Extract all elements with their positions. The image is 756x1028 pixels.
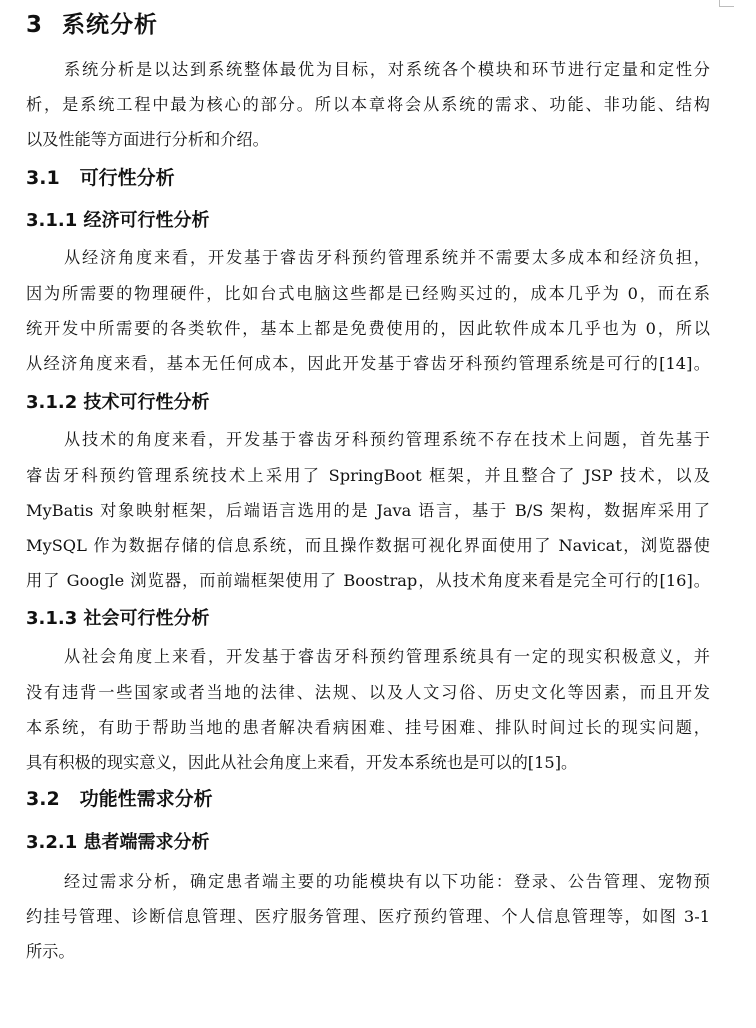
section-title: 功能性需求分析 [79,788,213,810]
paragraph-line: 用了 Google 浏览器，而前端框架使用了 Boostrap，从技术角度来看是完全可行的[16]。 [26,571,710,590]
subsection-heading-3-1-3: 3.1.3 社会可行性分析 [26,608,210,629]
intro-line: 以及性能等方面进行分析和介绍。 [26,130,269,149]
paragraph-line: 统开发中所需要的各类软件，基本上都是免费使用的，因此软件成本几乎也为 0，所以 [26,319,710,338]
paragraph-line: 因为所需要的物理硬件，比如台式电脑这些都是已经购买过的，成本几乎为 0，而在系 [26,284,710,303]
section-title: 可行性分析 [79,167,175,189]
paragraph-line: 本系统，有助于帮助当地的患者解决看病困难、挂号困难、排队时间过长的现实问题， [26,718,710,737]
paragraph-line: 经过需求分析，确定患者端主要的功能模块有以下功能：登录、公告管理、宠物预 [64,872,710,891]
paragraph-line: 从经济角度来看，基本无任何成本，因此开发基于睿齿牙科预约管理系统是可行的[14]。 [26,354,710,373]
paragraph-line: 从技术的角度来看，开发基于睿齿牙科预约管理系统不存在技术上问题，首先基于 [64,430,710,449]
paragraph-line: MyBatis 对象映射框架，后端语言选用的是 Java 语言，基于 B/S 架构，数据库采用了 [26,501,710,520]
paragraph-line: 从社会角度上来看，开发基于睿齿牙科预约管理系统具有一定的现实积极意义，并 [64,647,710,666]
paragraph-line: MySQL 作为数据存储的信息系统，而且操作数据可视化界面使用了 Navicat，浏览器使 [26,536,710,555]
subsection-heading-3-2-1: 3.2.1 患者端需求分析 [26,832,210,853]
paragraph-line: 约挂号管理、诊断信息管理、医疗服务管理、医疗预约管理、个人信息管理等，如图 3-1 [26,907,710,926]
chapter-heading [26,6,158,39]
chapter-title: 系统分析 [62,12,159,38]
subsection-heading-3-1-1: 3.1.1 经济可行性分析 [26,210,210,231]
section-number: 3.1 [26,167,60,189]
paragraph-line: 所示。 [26,942,75,961]
subsection-heading-3-1-2: 3.1.2 技术可行性分析 [26,392,210,413]
section-heading-3-1 [26,163,175,190]
intro-line: 系统分析是以达到系统整体最优为目标，对系统各个模块和环节进行定量和定性分 [64,60,710,79]
paragraph-line: 具有积极的现实意义，因此从社会角度上来看，开发本系统也是可以的[15]。 [26,753,578,772]
section-number: 3.2 [26,788,60,810]
intro-line: 析，是系统工程中最为核心的部分。所以本章将会从系统的需求、功能、非功能、结构 [26,95,710,114]
page-corner-mark [719,0,734,7]
section-heading-3-2 [26,784,213,811]
paragraph-line: 从经济角度来看，开发基于睿齿牙科预约管理系统并不需要太多成本和经济负担， [64,248,710,267]
paragraph-line: 睿齿牙科预约管理系统技术上采用了 SpringBoot 框架，并且整合了 JSP 技术，以及 [26,466,710,485]
paragraph-line: 没有违背一些国家或者当地的法律、法规、以及人文习俗、历史文化等因素，而且开发 [26,683,710,702]
chapter-number: 3 [26,12,44,38]
